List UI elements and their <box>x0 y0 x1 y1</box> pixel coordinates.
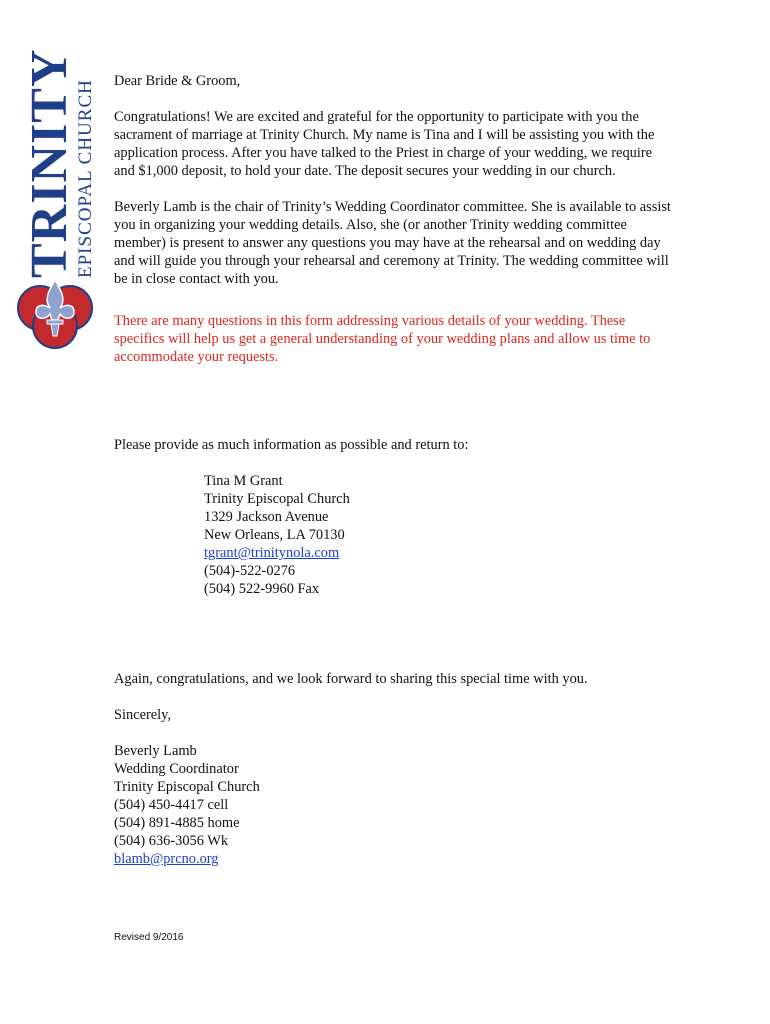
address-org: Trinity Episcopal Church <box>204 491 350 507</box>
address-city: New Orleans, LA 70130 <box>204 527 345 543</box>
signature-block <box>114 742 674 868</box>
logo-sub-text: EPISCOPAL CHURCH <box>75 79 96 278</box>
signature-home: (504) 891-4885 home <box>114 815 240 831</box>
signature-title: Wedding Coordinator <box>114 761 239 777</box>
letter-body <box>114 72 674 868</box>
signature-email-link[interactable]: blamb@prcno.org <box>114 851 219 867</box>
trinity-emblem-icon <box>14 78 96 358</box>
salutation: Dear Bride & Groom, <box>114 73 241 89</box>
signature-name: Beverly Lamb <box>114 743 197 759</box>
address-email-link[interactable]: tgrant@trinitynola.com <box>204 545 340 561</box>
notice-paragraph: There are many questions in this form addressing various details of your wedding. These specifics will help us get a general understanding of your wedding plans and allow us time to accommodate your requests. <box>114 313 651 365</box>
address-phone: (504)-522-0276 <box>204 563 296 579</box>
closing-text: Again, congratulations, and we look forward to sharing this special time with you. <box>114 671 588 687</box>
provide-info-text: Please provide as much information as possible and return to: <box>114 437 469 453</box>
sign-off: Sincerely, <box>114 707 172 723</box>
signature-cell: (504) 450-4417 cell <box>114 797 229 813</box>
paragraph-intro: Congratulations! We are excited and grateful for the opportunity to participate with you the sacrament of marriage at Trinity Church. My name is Tina and I will be assisting you with the application process. After you have talked to the Priest in charge of your wedding, we require and $1,000 deposit, to hold your date. The deposit secures your wedding in our church. <box>114 109 655 179</box>
address-street: 1329 Jackson Avenue <box>204 509 329 525</box>
address-name: Tina M Grant <box>204 473 283 489</box>
return-address-block <box>204 472 674 598</box>
address-fax: (504) 522-9960 Fax <box>204 581 320 597</box>
signature-org: Trinity Episcopal Church <box>114 779 260 795</box>
logo-main-text: TRINITY <box>21 48 78 278</box>
signature-work: (504) 636-3056 Wk <box>114 833 229 849</box>
paragraph-coordinator: Beverly Lamb is the chair of Trinity’s Wedding Coordinator committee. She is available to assist you in organizing your wedding details. Also, she (or another Trinity wedding committee member) is present to answer any questions you may have at the rehearsal and on wedding day and will guide you through your rehearsal and ceremony at Trinity. The wedding committee will be in close contact with you. <box>114 199 671 287</box>
revised-date: Revised 9/2016 <box>114 932 184 943</box>
